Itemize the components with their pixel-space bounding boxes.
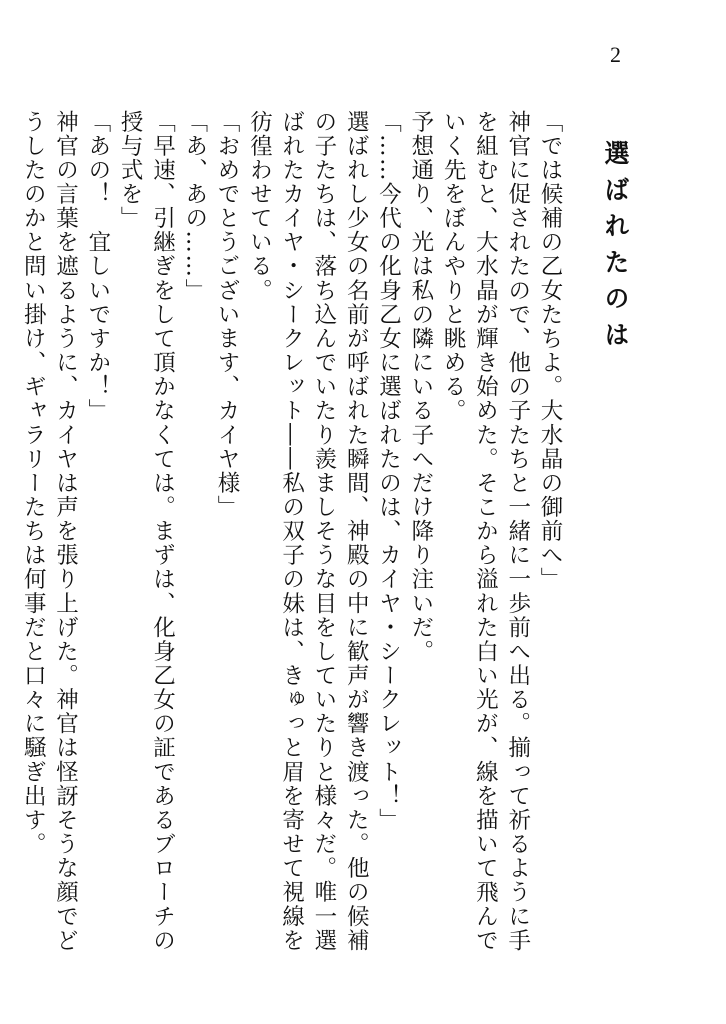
paragraph: 「……今代の化身乙女に選ばれたのは、カイヤ・シークレット！」	[375, 110, 402, 833]
paragraph: 「では候補の乙女たちよ。大水晶の御前へ」	[537, 110, 563, 592]
paragraph: 「早速、引継ぎをして頂かなくては。まずは、化身乙女の証であるブローチの授与式を」	[117, 110, 176, 953]
paragraph: 選ばれし少女の名前が呼ばれた瞬間、神殿の中に歓声が響き渡った。他の候補の子たちは、落ち込んでいたり羨ましそうな目をしていたりと様々だ。唯一選ばれたカイヤ・シークレット――私の双子の妹は、きゅっと眉を寄せて視線を彷徨わせている。	[246, 110, 370, 953]
page-number: 2	[610, 42, 621, 67]
paragraph: 予想通り、光は私の隣にいる子へだけ降り注いだ。	[407, 110, 434, 664]
chapter-title: 選ばれたのは	[601, 140, 630, 358]
paragraph: 「おめでとうございます、カイヤ様」	[214, 110, 241, 520]
paragraph: 「あ、あの……」	[181, 110, 208, 303]
paragraph: 「あの！ 宜しいですか！」	[84, 110, 111, 423]
body-text	[20, 110, 566, 970]
paragraph: 神官の言葉を遮るように、カイヤは声を張り上げた。神官は怪訝そうな顔でどうしたのかと問い掛け、ギャラリーたちは何事だと口々に騒ぎ出す。	[20, 110, 79, 953]
paragraph: 神官に促されたので、他の子たちと一緒に一歩前へ出る。揃って祈るように手を組むと、大水晶が輝き始めた。そこから溢れた白い光が、線を描いて飛んでいく先をぼんやりと眺める。	[440, 110, 531, 953]
